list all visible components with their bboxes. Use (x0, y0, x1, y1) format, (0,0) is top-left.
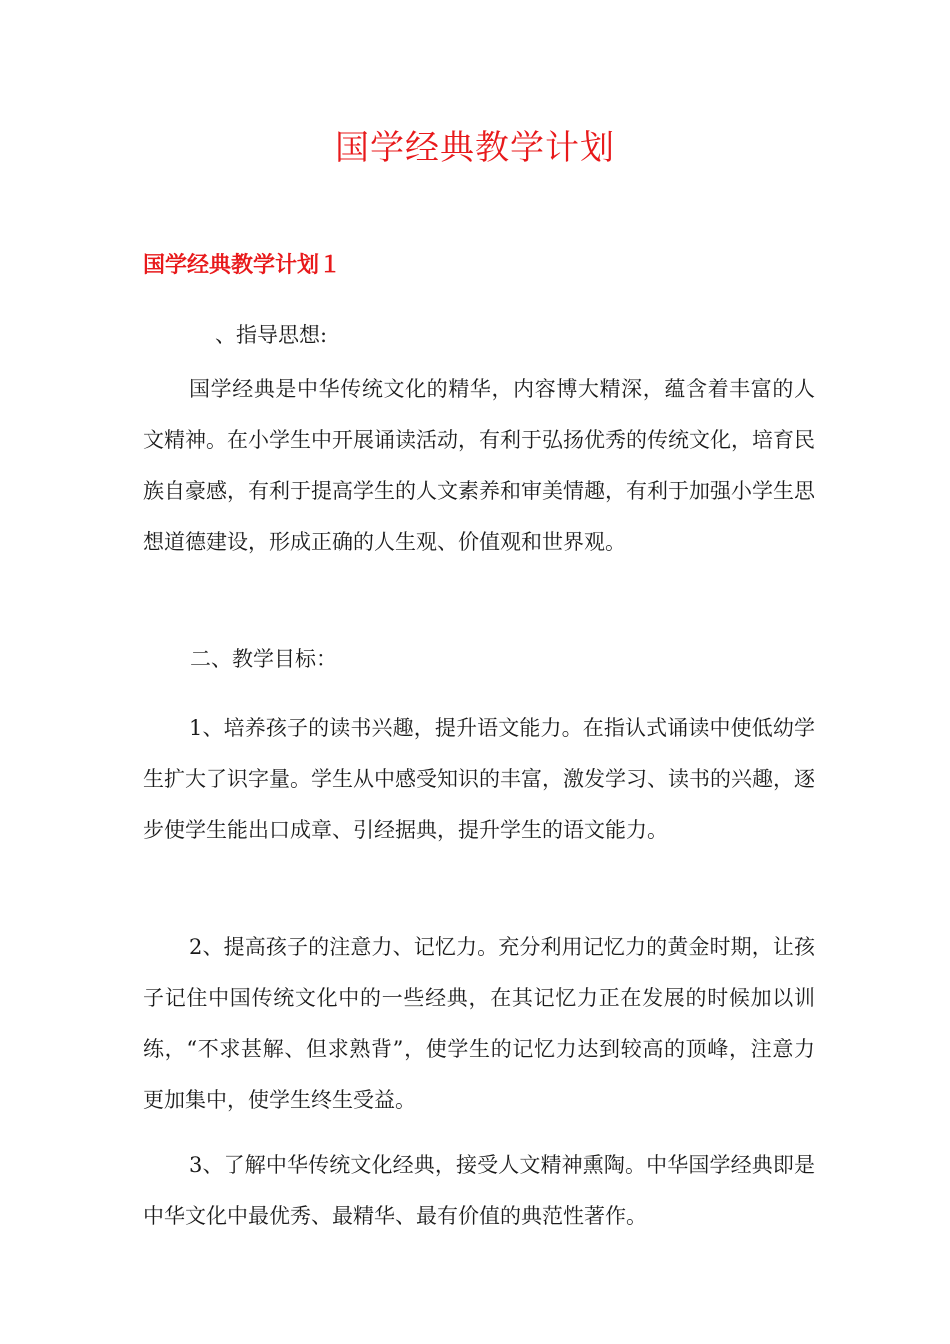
paragraph-guiding-ideology: 国学经典是中华传统文化的精华，内容博大精深，蕴含着丰富的人文精神。在小学生中开展诵读活动，有利于弘扬优秀的传统文化，培育民族自豪感，有利于提高学生的人文素养和审美情趣，有利于加强小学生思想道德建设，形成正确的人生观、价值观和世界观。 (143, 377, 815, 554)
paragraph-goal-3: 3、了解中华传统文化经典，接受人文精神熏陶。中华国学经典即是中华文化中最优秀、最精华、最有价值的典范性著作。 (143, 1153, 815, 1228)
subhead-teaching-goals: 二、教学目标： (190, 647, 337, 671)
subhead-guiding-ideology: 、指导思想: (215, 323, 328, 347)
paragraph-goal-1: 1、培养孩子的读书兴趣，提升语文能力。在指认式诵读中使低幼学生扩大了识字量。学生从中感受知识的丰富，激发学习、读书的兴趣，逐步使学生能出口成章、引经据典，提升学生的语文能力。 (143, 716, 815, 842)
section-heading: 国学经典教学计划１ (143, 253, 342, 278)
document-title: 国学经典教学计划 (335, 128, 615, 168)
paragraph-goal-2: 2、提高孩子的注意力、记忆力。充分利用记忆力的黄金时期，让孩子记住中国传统文化中的一些经典，在其记忆力正在发展的时候加以训练，“不求甚解、但求熟背”，使学生的记忆力达到较高的顶峰，注意力更加集中，使学生终生受益。 (143, 935, 815, 1112)
